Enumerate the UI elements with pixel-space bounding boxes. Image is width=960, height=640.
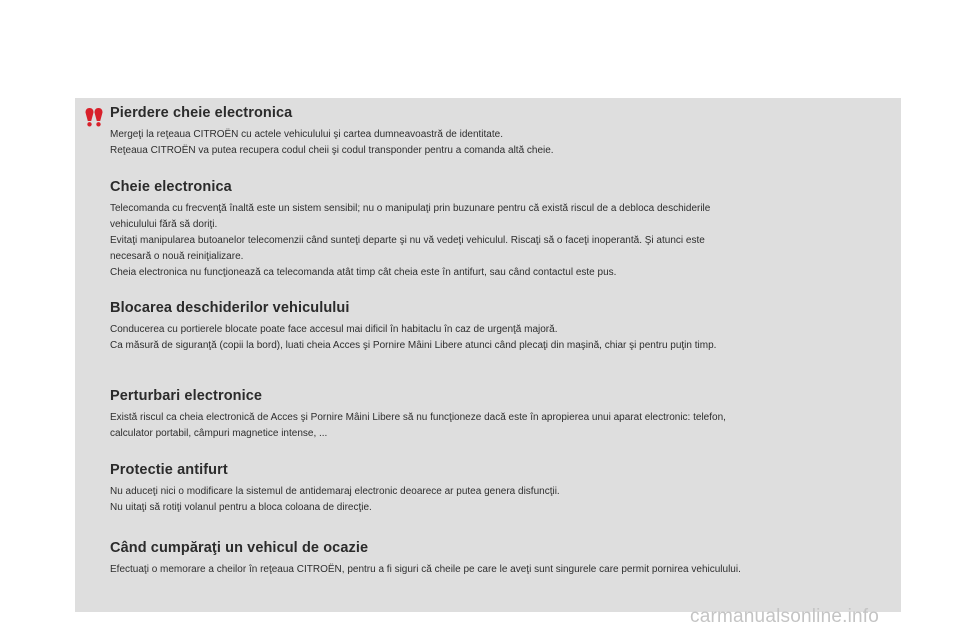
section-title: Perturbari electronice [110, 388, 263, 404]
section-line: Nu aduceţi nici o modificare la sistemul de antidemaraj electronic deoarece ar putea genera disfuncţii. [110, 486, 560, 497]
section-line: vehiculului fără să doriţi. [110, 219, 218, 230]
section-title: Cheie electronica [110, 179, 232, 195]
section-line: Telecomanda cu frecvenţă înaltă este un sistem sensibil; nu o manipulaţi prin buzunare pentru că există riscul de a debloca deschiderile [110, 203, 711, 214]
section-line: Există riscul ca cheia electronică de Acces şi Pornire Mâini Libere să nu funcţioneze dacă este în apropierea unui aparat electronic: telefon, [110, 412, 726, 423]
section-line: Efectuaţi o memorare a cheilor în reţeaua CITROËN, pentru a fi siguri că cheile pe care le aveţi sunt singurele care permit pornirea vehiculului. [110, 564, 741, 575]
section-line: Cheia electronica nu funcţionează ca telecomanda atât timp cât cheia este în antifurt, sau când contactul este pus. [110, 267, 617, 278]
section-line: necesară o nouă reiniţializare. [110, 251, 244, 262]
section-title: Pierdere cheie electronica [110, 105, 293, 121]
section-line: Conducerea cu portierele blocate poate face accesul mai dificil în habitaclu în caz de urgenţă majoră. [110, 324, 558, 335]
section-line: Mergeţi la reţeaua CITROËN cu actele vehiculului şi cartea dumneavoastră de identitate. [110, 129, 503, 140]
section-line: Ca măsură de siguranţă (copii la bord), luati cheia Acces şi Pornire Mâini Libere atunci când plecaţi din maşină, chiar şi pentru puţin timp. [110, 340, 717, 351]
section-line: Reţeaua CITROËN va putea recupera codul cheii şi codul transponder pentru a comanda altă cheie. [110, 145, 554, 156]
section-lost-key [110, 105, 890, 159]
section-title: Când cumpăraţi un vehicul de ocazie [110, 540, 369, 556]
section-anti-theft [110, 462, 890, 516]
section-door-locking [110, 300, 890, 354]
section-line: Nu uitaţi să rotiţi volanul pentru a bloca coloana de direcţie. [110, 502, 372, 513]
section-title: Blocarea deschiderilor vehiculului [110, 300, 350, 316]
warning-icon [84, 107, 104, 127]
watermark-text: carmanualsonline.info [690, 606, 880, 627]
section-electronic-interference [110, 388, 890, 442]
section-used-vehicle [110, 540, 890, 578]
section-electronic-key [110, 179, 890, 281]
content-panel [75, 98, 901, 612]
section-title: Protectie antifurt [110, 462, 228, 478]
section-line: calculator portabil, câmpuri magnetice intense, ... [110, 428, 328, 439]
section-line: Evitaţi manipularea butoanelor telecomenzii când sunteţi departe şi nu vă vedeţi vehiculul. Riscaţi să o faceţi inoperantă. Şi atunci este [110, 235, 705, 246]
